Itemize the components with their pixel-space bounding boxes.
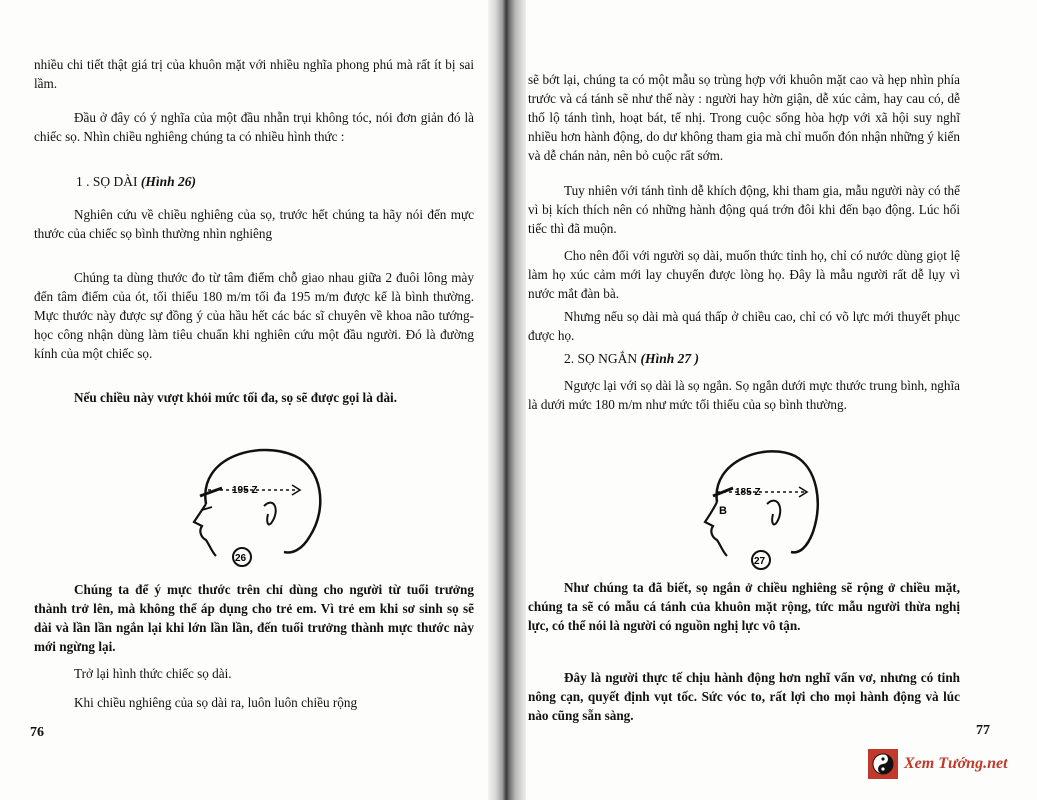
left-paragraph-6: Chúng ta để ý mực thước trên chỉ dùng cho người từ tuổi trưởng thành trở lên, mà không thể áp dụng cho trẻ em. Vì trẻ em khi sơ sinh sọ sẽ dài và lần lần ngắn lại khi lớn lần lần, đến tuổi trưởng thành mực thước này mới ngừng lại. bbox=[34, 582, 474, 654]
left-paragraph-7: Trở lại hình thức chiếc sọ dài. bbox=[74, 666, 232, 681]
right-paragraph-4: Nhưng nếu sọ dài mà quá thấp ở chiều cao, chỉ có võ lực mới thuyết phục được họ. bbox=[528, 309, 960, 343]
right-paragraph-2: Tuy nhiên với tánh tình dễ khích động, khi tham gia, mẫu người này có thể vì bị kích thích nên có những hành động quá trớn đôi khi đến bạo động. Lúc hối tiếc thì đã muộn. bbox=[528, 183, 960, 236]
yin-yang-icon bbox=[868, 749, 898, 779]
figure-27-number: 27 bbox=[754, 556, 766, 567]
left-paragraph-5: Nếu chiều này vượt khỏi mức tối đa, sọ sẽ được gọi là dài. bbox=[74, 390, 397, 405]
watermark-text: Xem Tướng.net bbox=[904, 755, 1008, 772]
figure-27-measure: 185 Z bbox=[735, 487, 761, 498]
figure-27-face-mark: B bbox=[719, 505, 727, 517]
book-spine-shadow bbox=[488, 0, 526, 800]
right-page bbox=[500, 0, 1037, 800]
right-paragraph-3: Cho nên đối với người sọ dài, muốn thức tỉnh họ, chỉ có nước dùng giọt lệ làm họ xúc cảm mới lay chuyển được lòng họ. Đây là mẫu người rất dễ lụy vì nước mắt đàn bà. bbox=[528, 248, 960, 301]
left-paragraph-8: Khi chiều nghiêng của sọ dài ra, luôn luôn chiều rộng bbox=[74, 695, 358, 710]
left-page-number: 76 bbox=[30, 725, 44, 740]
heading-so-dai bbox=[76, 174, 196, 190]
figure-27-head-profile bbox=[695, 440, 835, 572]
right-paragraph-6: Như chúng ta đã biết, sọ ngắn ở chiều nghiêng sẽ rộng ở chiều mặt, chúng ta sẽ có mẫu cá tánh của khuôn mặt rộng, tức mẫu người thừa nghị lực, có thể nói là người có nguồn nghị lực vô tận. bbox=[528, 580, 960, 633]
right-page-number: 77 bbox=[976, 723, 990, 738]
right-paragraph-7: Đây là người thực tế chịu hành động hơn nghĩ vẩn vơ, nhưng có tinh nông cạn, quyết định vụt tốc. Sức vóc to, rất lợi cho mọi hành động và lúc nào cũng sẵn sàng. bbox=[528, 670, 960, 723]
figure-26-measure: 195 Z bbox=[232, 485, 258, 496]
left-paragraph-3: Nghiên cứu về chiều nghiêng của sọ, trước hết chúng ta hãy nói đến mực thước của chiếc sọ bình thường nhìn nghiêng bbox=[34, 207, 474, 241]
heading-so-ngan bbox=[564, 351, 699, 367]
heading-so-ngan-label: 2. SỌ NGẮN bbox=[564, 351, 638, 366]
right-paragraph-1: sẽ bớt lại, chúng ta có một mẫu sọ trùng hợp với khuôn mặt cao và hẹp nhìn phía trước và cá tánh sẽ như thế này : người hay hờn giận, dễ xúc cảm, hay cau có, dễ thố lộ tánh tình, hoạt bát, tế nhị. Trong cuộc sống hòa hợp với xã hội suy nghĩ nhiều hơn hành động, do dư không tham gia mà chỉ muốn đón nhận những ý kiến và dễ chán nản, nên bỏ cuộc rất sớm. bbox=[528, 72, 960, 163]
left-paragraph-4: Chúng ta dùng thước đo từ tâm điểm chỗ giao nhau giữa 2 đuôi lông mày đến tâm điểm của ót, tối thiểu 180 m/m tối đa 195 m/m được kể là bình thường. Mực thước này được sự đồng ý của hầu hết các bác sĩ chuyên về khoa não tướng-học công nhận dùng làm tiêu chuẩn khi nghiên cứu một đầu người. Đó là đường kính của một chiếc sọ. bbox=[34, 270, 474, 361]
site-watermark bbox=[868, 749, 1030, 779]
left-page bbox=[0, 0, 500, 800]
left-paragraph-2: Đầu ở đây có ý nghĩa của một đầu nhẵn trụi không tóc, nói đơn giản đó là chiếc sọ. Nhìn chiều nghiêng chúng ta có nhiều hình thức : bbox=[34, 110, 474, 144]
left-paragraph-1: nhiều chi tiết thật giá trị của khuôn mặt với nhiều nghĩa phong phú mà rất ít bị sai lầm. bbox=[34, 57, 474, 91]
heading-so-dai-ref: (Hình 26) bbox=[140, 174, 197, 189]
right-paragraph-5: Ngược lại với sọ dài là sọ ngắn. Sọ ngắn dưới mực thước trung bình, nghĩa là dưới mức 180 m/m như mức tối thiểu của sọ bình thường. bbox=[528, 378, 960, 412]
heading-so-dai-label: 1 . SỌ DÀI bbox=[76, 174, 138, 189]
figure-26-head-profile bbox=[180, 438, 330, 570]
heading-so-ngan-ref: (Hình 27 ) bbox=[640, 351, 700, 366]
figure-26-number: 26 bbox=[235, 553, 247, 564]
